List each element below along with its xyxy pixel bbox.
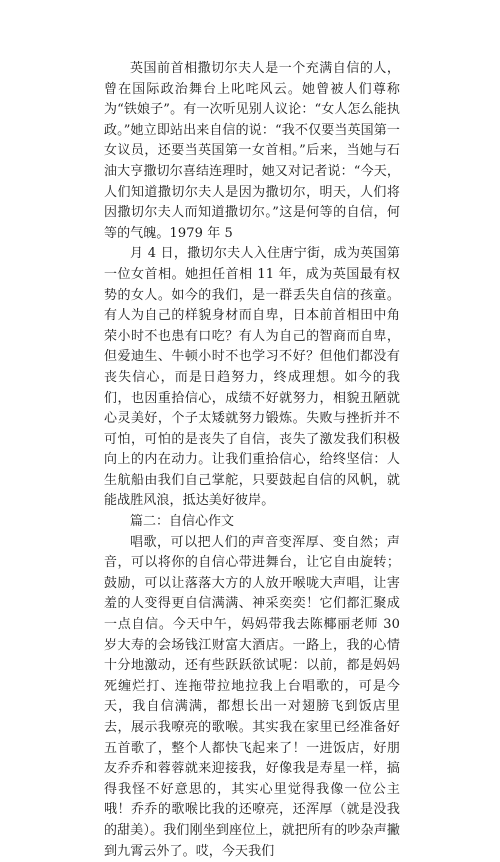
paragraph-thatcher-intro: 英国前首相撒切尔夫人是一个充满自信的人，曾在国际政治舞台上叱咤风云。她曾被人们尊称为“铁娘子”。有一次听见别人议论：“女人怎么能执政。”她立即站出来自信的说：“我不仅要当英国第一女议员，还要当英国第一女首相。”后来，当她与石油大亨撒切尔喜结连理时，她又对记者说：“今天，人们知道撒切尔夫人是因为撒切尔，明天，人们将因撒切尔夫人而知道撒切尔。”这是何等的自信，何等的气魄。1979 年 5 bbox=[104, 61, 400, 241]
paragraph-singing-confidence: 唱歌，可以把人们的声音变浑厚、变自然；声音，可以将你的自信心带进舞台，让它自由旋转；鼓励，可以让落落大方的人放开喉咙大声唱，让害羞的人变得更自信满满、神采奕奕！它们都汇聚成一点自信。今天中午，妈妈带我去陈椰丽老师 30 岁大寿的会场钱江财富大酒店。一路上，我的心情十分地激动，还有些跃跃欲试呢：以前，都是妈妈死缠烂打、连拖带拉地拉我上台唱歌的，可是今天，我自信满满，都想长出一对翅膀飞到饭店里去，展示我嘹亮的歌喉。其实我在家里已经准备好五首歌了，整个人都快飞起来了！一进饭店，好朋友乔乔和蓉蓉就来迎接我，好像我是寿星一样，搞得我怪不好意思的，其实心里觉得我像一位公主哦！乔乔的歌喉比我的还嘹亮，还浑厚（就是没我的甜美）。我们刚坐到座位上，就把所有的吵杂声撇到九霄云外了。哎，今天我们 bbox=[104, 534, 400, 859]
section-heading: 篇二：自信心作文 bbox=[130, 514, 235, 530]
paragraph-regain-confidence: 月 4 日，撒切尔夫人入住唐宁街，成为英国第一位女首相。她担任首相 11 年，成为英国最有权势的女人。如今的我们，是一群丢失自信的孩童。有人为自己的样貌身材而自卑，日本前首相田中角荣小时不也患有口吃？有人为自己的智商而自卑，但爱迪生、牛顿小时不也学习不好？但他们都没有丧失信心，而是日趋努力，终成理想。如今的我们，也因重拾信心，成绩不好就努力，相貌丑陋就心灵美好，个子太矮就努力锻炼。失败与挫折并不可怕，可怕的是丧失了自信，丧失了激发我们积极向上的内在动力。让我们重拾信心，给终坚信：人生航船由我们自己掌舵，只要鼓起自信的风帆，就能战胜风浪，抵达美好彼岸。 bbox=[104, 246, 400, 509]
document-body bbox=[104, 59, 400, 862]
